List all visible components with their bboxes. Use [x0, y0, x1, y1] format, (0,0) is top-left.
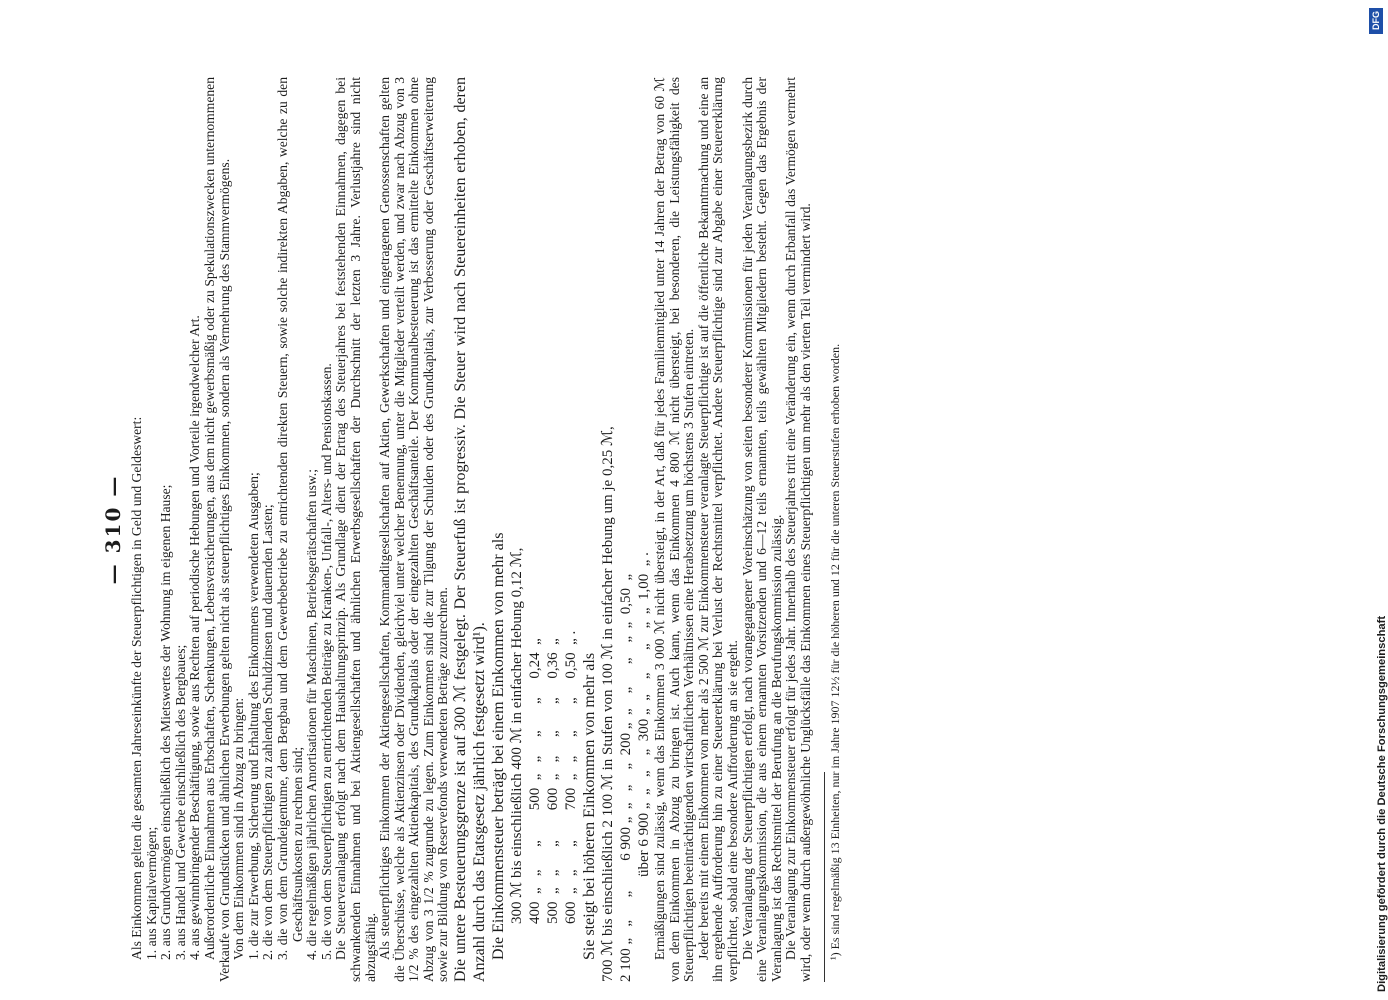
- list-item: 2. aus Grundvermögen einschließlich des Mietswertes der Wohnung im eigenen Hause;: [158, 484, 174, 960]
- list-item: 3. aus Handel und Gewerbe einschließlich des Bergbaues;: [172, 644, 188, 960]
- paragraph: Die Veranlagung der Steuerpflichtigen erfolgt, nach vorangegangener Voreinschätzung von seiten besonderer Kommissionen für jeden Veranlagungsbezirk durch eine Veranlagungskommission, die aus einem ernannten Vorsitzenden und 6—12 teils ernannten, teils gewählten Mitgliedern besteht. Gegen das Ergebnis der Veranlagung ist das Rechtsmittel der Berufung an die Berufungskommission zulässig.: [739, 77, 784, 982]
- tax-rate-row: 600 „ „ „ 700 „ „ „ „ 0,50 „ .: [563, 630, 580, 924]
- list-item: 1. die zur Erwerbung, Sicherung und Erhaltung des Einkommens verwendeten Ausgaben;: [245, 472, 261, 960]
- tax-rate-row: 2 100 „ „ „ 6 900 „ „ „ „ 200 „ „ „ „ „ „ 0,50 „: [618, 573, 635, 982]
- paragraph: Die untere Besteuerungsgrenze ist auf 300 ℳ festgelegt. Der Steuerfuß ist progressiv. Die Steuer wird nach Steuereinheiten erhoben, deren Anzahl durch das Etatsgesetz jährlich festgesetzt wird¹).: [452, 77, 489, 982]
- list-item: 4. die regelmäßigen jährlichen Amortisationen für Maschinen, Betriebsgerätschaften usw.;: [304, 469, 320, 960]
- list-item: 4. aus gewinnbringender Beschäftigung, sowie aus Rechten auf periodische Hebungen und Vorteile irgendwelcher Art.: [187, 315, 203, 960]
- list-item: 2. die von dem Steuerpflichtigen zu zahlenden Schuldzinsen und dauernden Lasten;: [260, 504, 276, 960]
- page-number: — 310 —: [101, 474, 125, 585]
- list-item: 3. die von dem Grundeigentume, dem Bergbau und dem Gewerbebetriebe zu entrichtenden direkten Steuern, sowie solche indirekten Abgaben, welche zu den Geschäftsunkosten zu rechnen sind;: [274, 77, 305, 960]
- digitization-credit: Digitalisierung gefördert durch die Deutsche Forschungsgemeinschaft: [1376, 615, 1388, 992]
- tax-rate-row: 400 „ „ „ 500 „ „ „ „ 0,24 „: [527, 638, 544, 924]
- paragraph: Außerordentliche Einnahmen aus Erbschaften, Schenkungen, Lebensversicherungen, aus dem nicht gewerbsmäßig oder zu Spekulationszwecken unternommenen Verkaufe von Grundstücken und ähnlichen Erwerbungen gelten nicht als steuerpflichtiges Einkommen, sondern als Vermehrung des Stammvermögens.: [201, 77, 232, 982]
- tax-rate-row: 700 ℳ bis einschließlich 2 100 ℳ in Stufen von 100 ℳ in einfacher Hebung um je 0,25 ℳ,: [600, 426, 617, 982]
- page-body: [130, 77, 842, 982]
- paragraph: Die Einkommensteuer beträgt bei einem Einkommen von mehr als: [490, 532, 508, 960]
- paragraph: Von dem Einkommen sind in Abzug zu bringen:: [231, 697, 247, 960]
- footnote-divider: [824, 772, 825, 982]
- paragraph: Die Veranlagung zur Einkommensteuer erfolgt für jedes Jahr. Innerhalb des Steuerjahres tritt eine Veränderung ein, wenn durch Erbanfall das Vermögen vermehrt wird, oder wenn durch außergewöhnliche Unglücksfälle das Einkommen eines Steuerpflichtigen um mehr als den vierten Teil vermindert wird.: [783, 77, 813, 982]
- list-item: 1. aus Kapitalvermögen;: [143, 826, 159, 960]
- paragraph: Als Einkommen gelten die gesamten Jahreseinkünfte der Steuerpflichtigen in Geld und Geldeswert:: [129, 416, 144, 960]
- paragraph: Jeder bereits mit einem Einkommen von mehr als 2 500 ℳ zur Einkommensteuer veranlagte Steuerpflichtige ist auf die öffentliche Bekanntmachung und eine an ihn ergehende Aufforderung hin zu einer Steuererklärung bei Verlust der Rechtsmittel verpflichtet. Andere Steuerpflichtige sind zur Abgabe einer Steuererklärung verpflichtet, sobald eine besondere Aufforderung an sie ergeht.: [695, 77, 741, 982]
- tax-rate-row: 500 „ „ „ 600 „ „ „ „ 0,36 „: [545, 638, 562, 924]
- tax-rate-row: über 6 900 „ „ „ „ 300 „ „ „ „ „ „ 1,00 „ .: [636, 552, 653, 877]
- tax-rate-row: 300 ℳ bis einschließlich 400 ℳ in einfacher Hebung 0,12 ℳ,: [509, 547, 526, 924]
- dfg-logo-icon: DFG: [1369, 8, 1383, 34]
- list-item: 5. die von dem Steuerpflichtigen zu entrichtenden Beiträge zu Kranken-, Unfall-, Alters- und Pensionskassen.: [318, 363, 334, 960]
- scanned-page: [96, 77, 1216, 982]
- paragraph: Ermäßigungen sind zulässig, wenn das Einkommen 3 000 ℳ nicht übersteigt, in der Art, daß für jedes Familienmitglied unter 14 Jahren der Betrag von 60 ℳ von dem Einkommen in Abzug zu bringen ist. Auch kann, wenn das Einkommen 4 800 ℳ nicht übersteigt, bei besonderen, die Leistungsfähigkeit des Steuerpflichtigen beeinträchtigenden wirtschaftlichen Verhältnissen eine Herabsetzung um höchstens 3 Stufen eintreten.: [652, 77, 697, 982]
- footnote: ¹) Es sind regelmäßig 13 Einheiten, nur im Jahre 1907 12½ für die höheren und 12 für die unteren Steuerstufen erhoben worden.: [827, 343, 842, 960]
- paragraph: Als steuerpflichtiges Einkommen der Aktiengesellschaften, Kommanditgesellschaften auf Aktien, Gewerkschaften und eingetragenen Genossenschaften gelten die Überschüsse, welche als Aktienzinsen oder Dividenden, gleichviel unter welcher Benennung, unter die Mitglieder verteilt werden, und zwar nach Abzug von 3 1/2 % des eingezahlten Aktienkapitals, des Grundkapitals oder der eingezahlten Geschäftsanteile. Der Kommunalbesteuerung ist das ermittelte Einkommen ohne Abzug von 3 1/2 % zugrunde zu legen. Zum Einkommen sind die zur Tilgung der Schulden oder des Grundkapitals, zur Verbesserung oder Geschäftserweiterung sowie zur Bildung von Reservefonds verwendeten Beträge zuzurechnen.: [377, 77, 451, 982]
- paragraph: Sie steigt bei höheren Einkommen von mehr als: [581, 652, 599, 960]
- paragraph: Die Steuerveranlagung erfolgt nach dem Haushaltungsprinzip. Als Grundlage dient der Ertrag des Steuerjahres bei feststehenden Einnahmen, dagegen bei schwankenden Einnahmen und bei Aktiengesellschaften und ähnlichen Erwerbsgesellschaften der Durchschnitt der letzten 3 Jahre. Verlustjahre sind nicht abzugsfähig.: [333, 77, 378, 982]
